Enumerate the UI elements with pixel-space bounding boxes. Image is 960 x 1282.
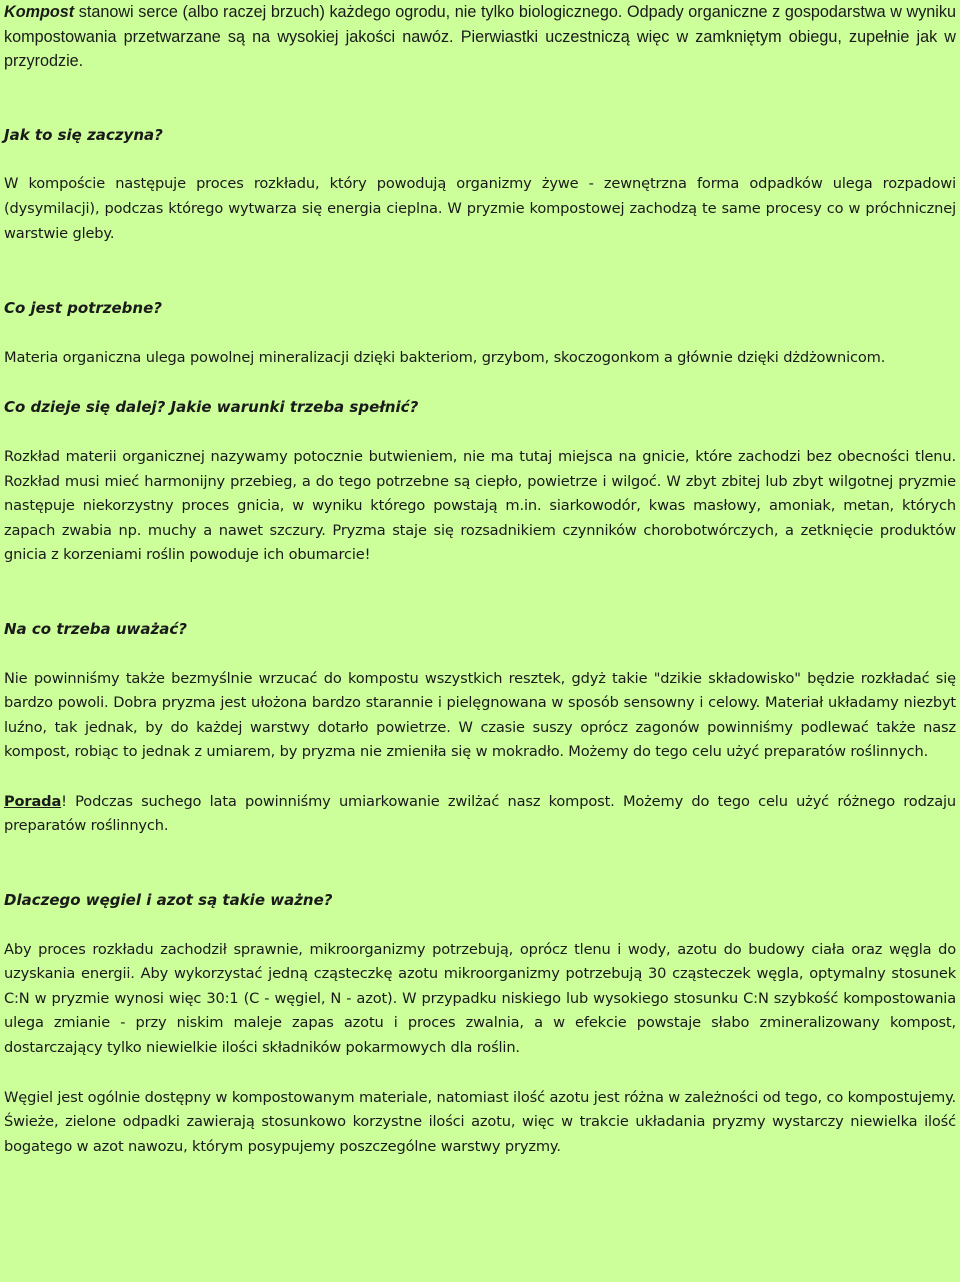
paragraph-mineralizacja: Materia organiczna ulega powolnej mineralizacji dzięki bakteriom, grzybom, skoczogonkom a głównie dzięki dżdżownicom. <box>4 348 886 366</box>
paragraph-butwienie: Rozkład materii organicznej nazywamy potocznie butwieniem, nie ma tutaj miejsca na gnicie, które zachodzi bez obecności tlenu. Rozkład musi mieć harmonijny przebieg, a do tego potrzebne są ciepło, powietrze i wilgoć. W zbyt zbitej lub zbyt wilgotnej pryzmie następuje niekorzystny proces gnicia, w wyniku którego powstają m.in. siarkowodór, kwas masłowy, amoniak, metan, których zapach zwabia np. muchy a nawet szczury. Pryzma staje się rozsadnikiem czynników chorobotwórczych, a zetknięcie produktów gnicia z korzeniami roślin powoduje ich obumarcie! <box>4 447 956 564</box>
heading-jak-to-sie-zaczyna: Jak to się zaczyna? <box>4 125 163 144</box>
porada-text: ! Podczas suchego lata powinniśmy umiarkowanie zwilżać nasz kompost. Możemy do tego celu użyć różnego rodzaju preparatów roślinnych. <box>4 792 956 835</box>
paragraph-resztki: Nie powinniśmy także bezmyślnie wrzucać do kompostu wszystkich resztek, gdyż takie "dzikie składowisko" będzie rozkładać się bardzo powoli. Dobra pryzma jest ułożona bardzo starannie i pielęgnowana w sposób sensowny i celowy. Materiał układamy niezbyt luźno, tak jednak, by do każdej warstwy dotarło powietrze. W czasie suszy oprócz zagonów powinniśmy podlewać także nasz kompost, robiąc to jednak z umiarem, by pryzma nie zmieniła się w mokradło. Możemy do tego celu użyć preparatów roślinnych. <box>4 669 956 761</box>
heading-wegiel-i-azot: Dlaczego węgiel i azot są takie ważne? <box>4 891 333 910</box>
heading-co-dzieje-sie-dalej: Co dzieje się dalej? Jakie warunki trzeba spełnić? <box>4 398 419 417</box>
paragraph-stosunek-cn: Aby proces rozkładu zachodził sprawnie, mikroorganizmy potrzebują, oprócz tlenu i wody, azotu do budowy ciała oraz węgla do uzyskania energii. Aby wykorzystać jedną cząsteczkę azotu mikroorganizmy potrzebują 30 cząsteczek węgla, optymalny stosunek C:N w pryzmie wynosi więc 30:1 (C - węgiel, N - azot). W przypadku niskiego lub wysokiego stosunku C:N szybkość kompostowania ulega zmianie - przy niskim maleje zapas azotu i proces zwalnia, a w efekcie powstaje słabo zmineralizowany kompost, dostarczający tylko niewielkie ilości składników pokarmowych dla roślin. <box>4 940 956 1057</box>
heading-co-jest-potrzebne: Co jest potrzebne? <box>4 299 162 318</box>
intro-lead-word: Kompost <box>4 3 75 21</box>
paragraph-proces-rozkladu: W kompoście następuje proces rozkładu, który powodują organizmy żywe - zewnętrzna forma odpadków ulega rozpadowi (dysymilacji), podczas którego wytwarza się energia cieplna. W pryzmie kompostowej zachodzą te same procesy co w próchnicznej warstwie gleby. <box>4 175 956 242</box>
paragraph-wegiel-dostepny: Węgiel jest ogólnie dostępny w kompostowanym materiale, natomiast ilość azotu jest różna w zależności od tego, co kompostujemy. Świeże, zielone odpadki zawierają stosunkowo korzystne ilości azotu, więc w trakcie układania pryzmy wystarczy niewielka ilość bogatego w azot nawozu, którym posypujemy poszczególne warstwy pryzmy. <box>4 1088 956 1155</box>
paragraph-porada <box>4 790 956 839</box>
intro-text: stanowi serce (albo raczej brzuch) każdego ogrodu, nie tylko biologicznego. Odpady organiczne z gospodarstwa w wyniku kompostowania przetwarzane są na wysokiej jakości nawóz. Pierwiastki uczestniczą więc w zamkniętym obiegu, zupełnie jak w przyrodzie. <box>4 3 956 71</box>
intro-paragraph <box>4 0 956 74</box>
heading-na-co-trzeba-uwazac: Na co trzeba uważać? <box>4 619 187 638</box>
porada-label: Porada <box>4 792 62 810</box>
